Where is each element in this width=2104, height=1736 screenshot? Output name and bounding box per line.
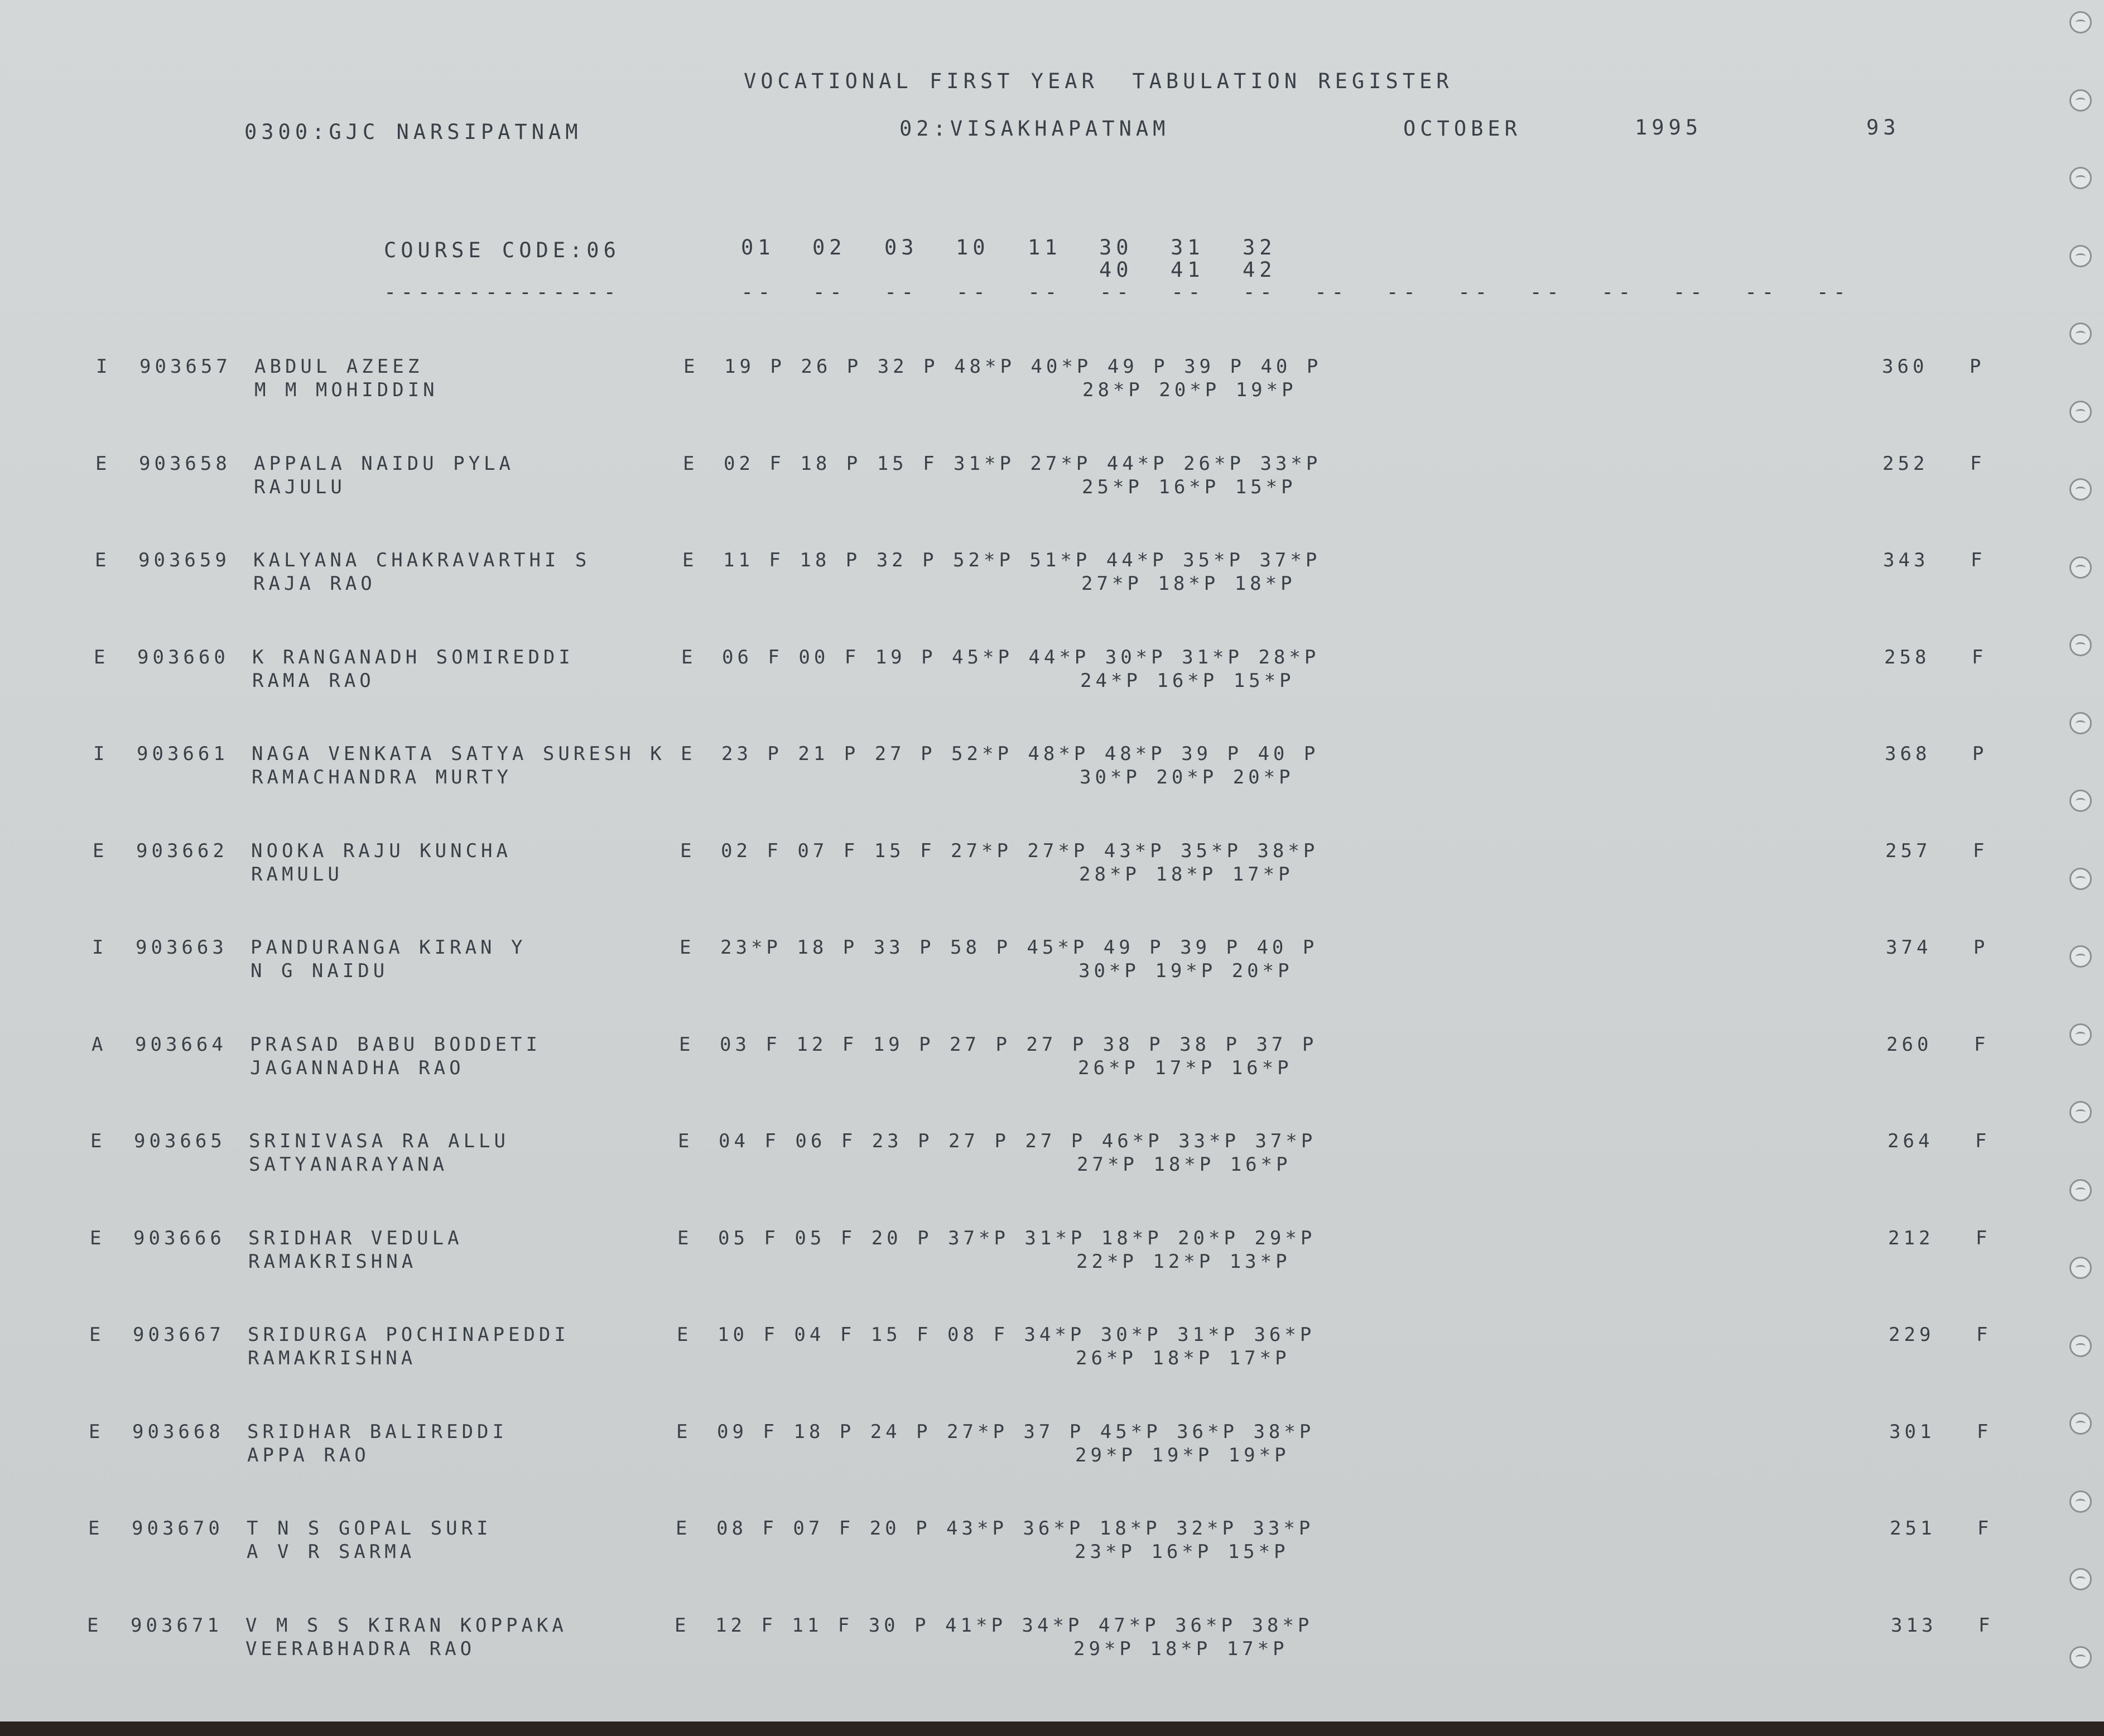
parent-name: RAMA RAO	[252, 670, 375, 692]
feed-hole	[2069, 1335, 2092, 1357]
total-marks: 251	[1890, 1517, 1936, 1540]
feed-hole	[2069, 1023, 2092, 1046]
subject-code-dash: --	[1028, 280, 1062, 304]
record-class: E	[95, 549, 110, 571]
subject-marks: 08 F 07 F 20 P 43*P 36*P 18*P 32*P 33*P	[716, 1517, 1315, 1540]
subject-marks: 23 P 21 P 27 P 52*P 48*P 48*P 39 P 40 P	[721, 743, 1320, 765]
total-marks: 374	[1886, 936, 1932, 959]
parent-name: M M MOHIDDIN	[254, 379, 439, 401]
record-class: E	[94, 646, 109, 669]
record-class: A	[92, 1033, 107, 1056]
parent-name: RAJULU	[254, 476, 346, 498]
feed-hole	[2069, 945, 2092, 968]
subject-marks: 12 F 11 F 30 P 41*P 34*P 47*P 36*P 38*P	[715, 1614, 1313, 1637]
record-class: E	[93, 840, 108, 862]
subject-code: 02	[812, 235, 846, 259]
subject-code: 30	[1099, 235, 1133, 259]
result: P	[1970, 355, 1985, 378]
result: F	[1977, 1517, 1993, 1540]
subject-marks-row2: 29*P 18*P 17*P	[1073, 1638, 1288, 1660]
total-marks: 229	[1889, 1324, 1935, 1346]
subject-code-dash: --	[956, 280, 990, 304]
subject-code-dash: --	[1745, 280, 1779, 304]
subject-marks-row2: 27*P 18*P 16*P	[1077, 1153, 1292, 1176]
feed-hole	[2069, 790, 2092, 812]
parent-name: APPA RAO	[247, 1444, 370, 1466]
subject-code-dash: --	[1458, 280, 1492, 304]
student-name: ABDUL AZEEZ	[254, 355, 423, 378]
course-code-underline: --------------	[384, 280, 620, 304]
student-name: SRIDHAR BALIREDDI	[247, 1421, 508, 1443]
feed-hole	[2069, 1646, 2092, 1668]
subject-code-dash: --	[1673, 280, 1707, 304]
student-name: NOOKA RAJU KUNCHA	[251, 840, 512, 862]
subject-marks: 09 F 18 P 24 P 27*P 37 P 45*P 36*P 38*P	[717, 1421, 1315, 1443]
subject-code-dash: --	[1601, 280, 1635, 304]
subject-marks: 03 F 12 F 19 P 27 P 27 P 38 P 38 P 37 P	[720, 1033, 1318, 1056]
subject-code-dash: --	[1816, 280, 1851, 304]
feed-hole	[2069, 323, 2092, 345]
student-name: KALYANA CHAKRAVARTHI S	[253, 549, 591, 571]
subject-code: 10	[956, 235, 990, 259]
roll-number: 903671	[131, 1614, 223, 1637]
roll-number: 903666	[133, 1227, 225, 1249]
result: F	[1975, 1130, 1991, 1152]
roll-number: 903668	[132, 1421, 224, 1443]
total-marks: 212	[1888, 1227, 1934, 1249]
record-class: I	[92, 936, 108, 959]
subject-code: 32	[1243, 235, 1277, 259]
medium: E	[680, 840, 696, 862]
subject-marks: 10 F 04 F 15 F 08 F 34*P 30*P 31*P 36*P	[718, 1324, 1316, 1346]
student-name: PRASAD BABU BODDETI	[250, 1033, 541, 1056]
student-name: SRIDURGA POCHINAPEDDI	[248, 1324, 570, 1346]
feed-hole	[2069, 712, 2092, 734]
subject-code-dash: --	[884, 280, 918, 304]
result: P	[1972, 743, 1988, 765]
subject-marks: 05 F 05 F 20 P 37*P 31*P 18*P 20*P 29*P	[718, 1227, 1316, 1249]
total-marks: 264	[1888, 1130, 1934, 1152]
result: F	[1976, 1324, 1992, 1346]
medium: E	[683, 355, 699, 378]
feed-hole	[2069, 1179, 2092, 1201]
subject-code: 03	[884, 235, 918, 259]
parent-name: A V R SARMA	[247, 1541, 416, 1563]
feed-hole	[2069, 868, 2092, 890]
subject-marks-row2: 22*P 12*P 13*P	[1076, 1251, 1291, 1273]
feed-hole	[2069, 401, 2092, 423]
parent-name: RAJA RAO	[253, 573, 376, 595]
subject-code: 41	[1171, 258, 1205, 282]
student-name: APPALA NAIDU PYLA	[254, 453, 514, 475]
medium: E	[681, 646, 697, 669]
record-class: E	[95, 453, 111, 475]
student-name: T N S GOPAL SURI	[247, 1517, 492, 1540]
subject-code: 42	[1243, 258, 1277, 282]
feed-hole	[2069, 89, 2092, 112]
subject-marks: 06 F 00 F 19 P 45*P 44*P 30*P 31*P 28*P	[722, 646, 1320, 669]
medium: E	[682, 549, 698, 571]
total-marks: 258	[1884, 646, 1930, 669]
record-class: E	[88, 1517, 104, 1540]
exam-month: OCTOBER	[1403, 117, 1522, 141]
feed-hole	[2069, 556, 2092, 579]
table-edge-shadow	[0, 1721, 2104, 1736]
subject-marks: 02 F 18 P 15 F 31*P 27*P 44*P 26*P 33*P	[724, 453, 1322, 475]
subject-code-dash: --	[1171, 280, 1205, 304]
subject-marks-row2: 27*P 18*P 18*P	[1081, 573, 1296, 595]
feed-hole	[2069, 1568, 2092, 1590]
medium: E	[676, 1517, 691, 1540]
roll-number: 903659	[138, 549, 230, 571]
result: F	[1977, 1421, 1992, 1443]
total-marks: 360	[1882, 355, 1928, 378]
roll-number: 903661	[137, 743, 229, 765]
total-marks: 301	[1889, 1421, 1936, 1443]
student-name: NAGA VENKATA SATYA SURESH K	[252, 743, 666, 765]
register-title: VOCATIONAL FIRST YEAR TABULATION REGISTER	[744, 69, 1453, 93]
roll-number: 903658	[139, 453, 231, 475]
subject-code-dash: --	[741, 280, 775, 304]
medium: E	[678, 1130, 694, 1152]
parent-name: JAGANNADHA RAO	[250, 1057, 465, 1079]
student-name: PANDURANGA KIRAN Y	[251, 936, 527, 959]
feed-hole	[2069, 634, 2092, 656]
subject-marks-row2: 26*P 17*P 16*P	[1078, 1057, 1293, 1079]
subject-code: 40	[1099, 258, 1133, 282]
subject-marks: 19 P 26 P 32 P 48*P 40*P 49 P 39 P 40 P	[724, 355, 1322, 378]
subject-code-dash: --	[1243, 280, 1277, 304]
result: P	[1973, 936, 1989, 959]
subject-code-dash: --	[1315, 280, 1349, 304]
feed-hole	[2069, 1490, 2092, 1513]
medium: E	[680, 936, 695, 959]
roll-number: 903664	[135, 1033, 227, 1056]
course-code-label: COURSE CODE:06	[384, 238, 620, 262]
subject-marks-row2: 25*P 16*P 15*P	[1082, 476, 1297, 498]
parent-name: RAMAKRISHNA	[248, 1251, 417, 1273]
result: F	[1976, 1227, 1991, 1249]
subject-marks: 23*P 18 P 33 P 58 P 45*P 49 P 39 P 40 P	[720, 936, 1318, 959]
subject-marks-row2: 29*P 19*P 19*P	[1075, 1444, 1290, 1466]
total-marks: 260	[1886, 1033, 1933, 1056]
subject-marks-row2: 26*P 18*P 17*P	[1076, 1347, 1291, 1369]
record-class: E	[89, 1324, 105, 1346]
subject-marks-row2: 30*P 19*P 20*P	[1079, 960, 1293, 982]
subject-marks: 04 F 06 F 23 P 27 P 27 P 46*P 33*P 37*P	[719, 1130, 1317, 1152]
tractor-feed-holes	[2059, 0, 2104, 1721]
result: F	[1978, 1614, 1994, 1637]
parent-name: N G NAIDU	[251, 960, 389, 982]
medium: E	[679, 1033, 695, 1056]
roll-number: 903663	[136, 936, 228, 959]
district-code: 02:VISAKHAPATNAM	[899, 117, 1170, 141]
subject-code-dash: --	[1529, 280, 1564, 304]
medium: E	[676, 1421, 692, 1443]
record-class: I	[93, 743, 109, 765]
parent-name: RAMACHANDRA MURTY	[252, 766, 512, 788]
college-code: 0300:GJC NARSIPATNAM	[244, 120, 582, 144]
result: F	[1970, 453, 1986, 475]
record-class: E	[90, 1130, 106, 1152]
feed-hole	[2069, 1257, 2092, 1279]
student-name: V M S S KIRAN KOPPAKA	[245, 1614, 567, 1637]
subject-marks-row2: 23*P 16*P 15*P	[1075, 1541, 1289, 1563]
student-name: SRINIVASA RA ALLU	[249, 1130, 509, 1152]
feed-hole	[2069, 1101, 2092, 1123]
medium: E	[677, 1324, 692, 1346]
feed-hole	[2069, 11, 2092, 33]
result: F	[1971, 549, 1986, 571]
feed-hole	[2069, 478, 2092, 501]
exam-year: 1995	[1635, 116, 1703, 140]
parent-name: RAMAKRISHNA	[248, 1347, 417, 1369]
feed-hole	[2069, 245, 2092, 267]
record-class: E	[89, 1421, 104, 1443]
total-marks: 257	[1885, 840, 1932, 862]
total-marks: 368	[1885, 743, 1931, 765]
subject-code: 11	[1028, 235, 1062, 259]
result: F	[1974, 1033, 1990, 1056]
subject-marks-row2: 28*P 18*P 17*P	[1079, 863, 1294, 886]
roll-number: 903657	[139, 355, 232, 378]
total-marks: 313	[1891, 1614, 1937, 1637]
result: F	[1972, 646, 1987, 669]
parent-name: VEERABHADRA RAO	[245, 1638, 476, 1660]
roll-number: 903665	[134, 1130, 226, 1152]
subject-marks-row2: 28*P 20*P 19*P	[1082, 379, 1297, 401]
record-class: E	[90, 1227, 105, 1249]
result: F	[1973, 840, 1989, 862]
student-name: K RANGANADH SOMIREDDI	[252, 646, 574, 669]
subject-code: 01	[741, 235, 775, 259]
subject-code-dash: --	[1099, 280, 1134, 304]
subject-code: 31	[1171, 235, 1205, 259]
subject-marks-row2: 24*P 16*P 15*P	[1080, 670, 1295, 692]
roll-number: 903670	[132, 1517, 224, 1540]
subject-marks: 11 F 18 P 32 P 52*P 51*P 44*P 35*P 37*P	[723, 549, 1321, 571]
subject-marks-row2: 30*P 20*P 20*P	[1080, 766, 1294, 788]
record-class: E	[87, 1614, 103, 1637]
subject-marks: 02 F 07 F 15 F 27*P 27*P 43*P 35*P 38*P	[721, 840, 1319, 862]
medium: E	[675, 1614, 690, 1637]
roll-number: 903662	[136, 840, 228, 862]
subject-code-dash: --	[1386, 280, 1421, 304]
student-name: SRIDHAR VEDULA	[248, 1227, 463, 1249]
roll-number: 903660	[137, 646, 229, 669]
total-marks: 252	[1882, 453, 1929, 475]
page-number: 93	[1866, 116, 1900, 140]
subject-code-dash: --	[812, 280, 847, 304]
medium: E	[681, 743, 696, 765]
parent-name: RAMULU	[251, 863, 343, 886]
feed-hole	[2069, 167, 2092, 189]
total-marks: 343	[1883, 549, 1929, 571]
record-class: I	[96, 355, 112, 378]
feed-hole	[2069, 1412, 2092, 1435]
medium: E	[683, 453, 699, 475]
roll-number: 903667	[133, 1324, 225, 1346]
medium: E	[677, 1227, 693, 1249]
parent-name: SATYANARAYANA	[249, 1153, 449, 1176]
